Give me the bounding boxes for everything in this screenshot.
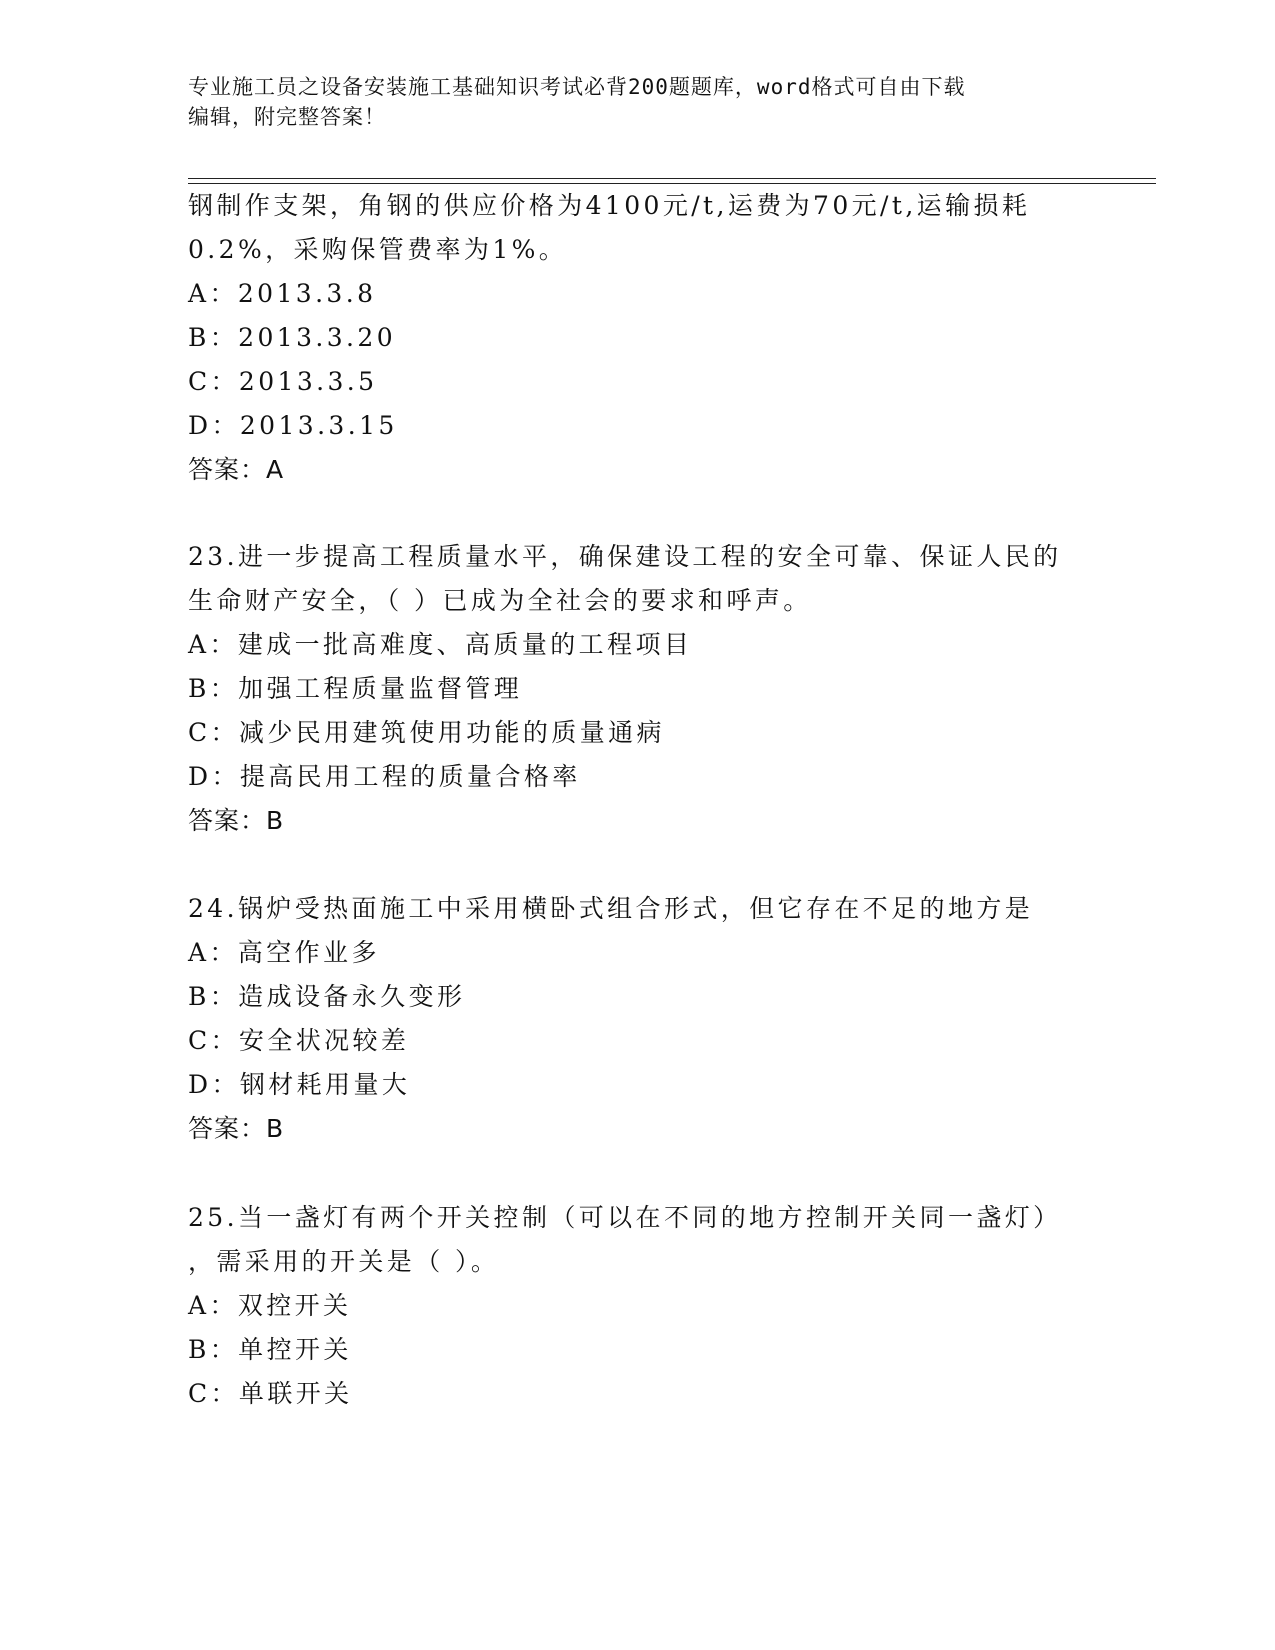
q25-option-a: A：双控开关 — [188, 1291, 352, 1320]
q23-answer: 答案：B — [188, 806, 285, 835]
q24-option-d: D：钢材耗用量大 — [188, 1070, 411, 1099]
q22-stem-line-1: 钢制作支架，角钢的供应价格为4100元/t,运费为70元/t,运输损耗 — [188, 191, 1031, 220]
q22-option-b: B：2013.3.20 — [188, 323, 397, 352]
q23-option-b: B：加强工程质量监督管理 — [188, 674, 523, 703]
q25-option-b: B：单控开关 — [188, 1335, 352, 1364]
q24-answer: 答案：B — [188, 1114, 285, 1143]
q23-option-a: A：建成一批高难度、高质量的工程项目 — [188, 630, 693, 659]
document-header — [188, 72, 1068, 132]
header-rule-bottom — [188, 183, 1156, 184]
q24-option-a: A：高空作业多 — [188, 938, 380, 967]
q24-stem-line-1: 24.锅炉受热面施工中采用横卧式组合形式，但它存在不足的地方是 — [188, 894, 1034, 923]
q22-option-d: D：2013.3.15 — [188, 411, 398, 440]
q25-stem-line-1: 25.当一盏灯有两个开关控制（可以在不同的地方控制开关同一盏灯） — [188, 1203, 1062, 1232]
q25-option-c: C：单联开关 — [188, 1379, 353, 1408]
header-rule-top — [188, 178, 1156, 179]
q23-option-d: D：提高民用工程的质量合格率 — [188, 762, 581, 791]
q24-option-c: C：安全状况较差 — [188, 1026, 410, 1055]
q22-option-a: A：2013.3.8 — [188, 279, 377, 308]
q22-stem-line-2: 0.2%，采购保管费率为1%。 — [188, 235, 568, 264]
header-line-1: 专业施工员之设备安装施工基础知识考试必背200题题库，word格式可自由下载 — [188, 75, 966, 99]
q23-stem-line-1: 23.进一步提高工程质量水平，确保建设工程的安全可靠、保证人民的 — [188, 542, 1062, 571]
header-line-2: 编辑，附完整答案！ — [188, 105, 386, 129]
q23-option-c: C：减少民用建筑使用功能的质量通病 — [188, 718, 665, 747]
q24-option-b: B：造成设备永久变形 — [188, 982, 466, 1011]
q22-answer: 答案：A — [188, 455, 285, 484]
q23-stem-line-2: 生命财产安全，（ ）已成为全社会的要求和呼声。 — [188, 586, 812, 615]
q22-option-c: C：2013.3.5 — [188, 367, 378, 396]
q25-stem-line-2: ，需采用的开关是（ ）。 — [188, 1247, 500, 1276]
